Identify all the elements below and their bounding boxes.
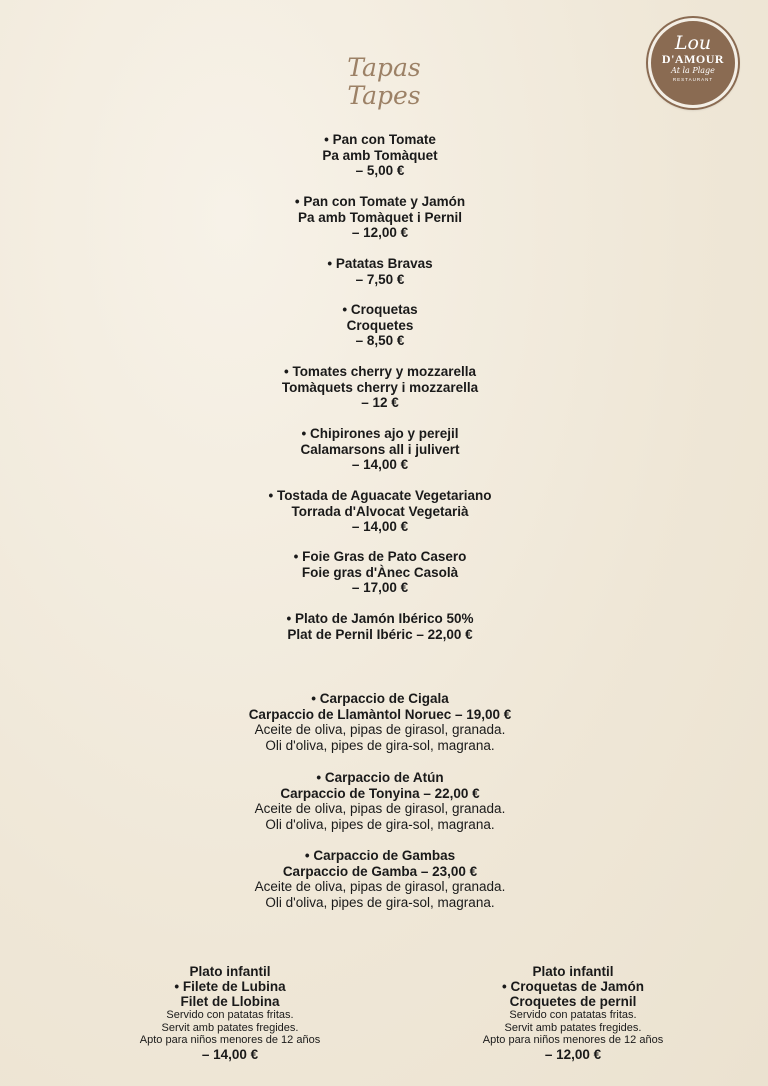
kids-menu-item-es: • Croquetas de Jamón	[501, 979, 644, 994]
tapa-name-ca: Torrada d'Alvocat Vegetarià	[291, 503, 469, 519]
kids-menu-price: – 12,00 €	[544, 1046, 602, 1062]
tapa-price: – 14,00 €	[351, 519, 409, 534]
carpaccio-desc-es: Aceite de oliva, pipas de girasol, granada.	[254, 879, 506, 894]
kids-menu-item-es: • Filete de Lubina	[174, 979, 286, 994]
kids-menu-heading: Plato infantil	[189, 964, 271, 979]
tapa-name-es: • Plato de Jamón Ibérico 50%	[286, 611, 474, 626]
kids-menu-note: Servido con patatas fritas.	[166, 1009, 294, 1021]
kids-menu-note: Servit amb patates fregides.	[161, 1021, 299, 1034]
tapa-price: – 12,00 €	[351, 225, 409, 240]
tapa-name-es: • Tostada de Aguacate Vegetariano	[268, 488, 492, 503]
carpaccio-desc-ca: Oli d'oliva, pipes de gira-sol, magrana.	[265, 816, 495, 832]
tapa-name-es: • Chipirones ajo y perejil	[301, 426, 459, 441]
kids-menu-note: Servido con patatas fritas.	[509, 1009, 637, 1021]
carpaccio-item	[160, 770, 600, 832]
kids-menu-note: Servit amb patates fregides.	[504, 1021, 642, 1034]
tapa-item	[180, 364, 580, 411]
tapa-name-ca: Croquetes	[346, 317, 414, 333]
carpaccio-item	[160, 691, 600, 753]
tapa-name-es: • Foie Gras de Pato Casero	[293, 549, 467, 564]
kids-menu-heading: Plato infantil	[532, 964, 614, 979]
carpaccio-name-ca-price: Carpaccio de Gamba – 23,00 €	[282, 863, 478, 879]
tapa-name-ca: Foie gras d'Ànec Casolà	[301, 564, 459, 580]
tapa-name-es: • Pan con Tomate y Jamón	[294, 194, 466, 209]
kids-menu-item-ca: Filet de Llobina	[180, 994, 280, 1009]
carpaccio-name-es: • Carpaccio de Gambas	[304, 848, 456, 863]
tapa-name-es: • Croquetas	[342, 302, 418, 317]
carpaccio-desc-ca: Oli d'oliva, pipes de gira-sol, magrana.	[265, 737, 495, 753]
section-title-ca: Tapes	[347, 81, 421, 110]
tapa-name-ca: Calamarsons all i julivert	[300, 441, 460, 457]
tapa-item	[180, 132, 580, 179]
carpaccio-item	[160, 848, 600, 910]
tapa-item	[180, 256, 580, 287]
logo-line-2: D'AMOUR	[661, 52, 725, 66]
tapa-price: – 7,50 €	[355, 271, 405, 287]
kids-menu-note: Apto para niños menores de 12 años	[482, 1034, 664, 1046]
tapa-name-es: • Tomates cherry y mozzarella	[283, 364, 477, 379]
tapa-item	[180, 549, 580, 596]
tapa-name-ca: Pa amb Tomàquet	[322, 147, 438, 163]
tapa-price: – 14,00 €	[351, 457, 409, 472]
logo-line-4: RESTAURANT	[672, 77, 714, 82]
carpaccio-desc-es: Aceite de oliva, pipas de girasol, granada.	[254, 722, 506, 737]
section-title-es: Tapas	[347, 53, 421, 82]
kids-menu-left	[90, 964, 370, 1062]
tapa-price: – 17,00 €	[351, 580, 409, 595]
logo-line-3: At la Plage	[671, 66, 715, 75]
tapa-item	[180, 611, 580, 642]
kids-menu-right	[433, 964, 713, 1062]
tapa-item	[180, 488, 580, 535]
tapa-name-es: • Pan con Tomate	[324, 132, 436, 147]
logo-line-1: Lou	[674, 32, 712, 54]
kids-menu-price: – 14,00 €	[201, 1046, 259, 1062]
carpaccio-desc-ca: Oli d'oliva, pipes de gira-sol, magrana.	[265, 894, 495, 910]
kids-menu-note: Apto para niños menores de 12 años	[139, 1034, 321, 1046]
carpaccio-desc-es: Aceite de oliva, pipas de girasol, granada.	[254, 801, 506, 816]
tapa-name-ca: Pa amb Tomàquet i Pernil	[297, 209, 463, 225]
carpaccio-name-ca-price: Carpaccio de Llamàntol Noruec – 19,00 €	[248, 706, 512, 722]
tapa-name-ca-price: Plat de Pernil Ibéric – 22,00 €	[287, 626, 473, 642]
carpaccio-name-ca-price: Carpaccio de Tonyina – 22,00 €	[280, 785, 480, 801]
tapa-name-es: • Patatas Bravas	[327, 256, 433, 271]
tapa-item	[180, 302, 580, 349]
carpaccio-name-es: • Carpaccio de Atún	[316, 770, 444, 785]
tapa-name-ca: Tomàquets cherry i mozzarella	[281, 379, 479, 395]
kids-menu-item-ca: Croquetes de pernil	[509, 994, 637, 1009]
tapa-price: – 8,50 €	[355, 333, 405, 348]
tapa-price: – 12 €	[361, 395, 399, 410]
tapa-item	[180, 426, 580, 473]
tapa-price: – 5,00 €	[355, 163, 405, 178]
carpaccio-name-es: • Carpaccio de Cigala	[311, 691, 449, 706]
tapa-item	[180, 194, 580, 241]
